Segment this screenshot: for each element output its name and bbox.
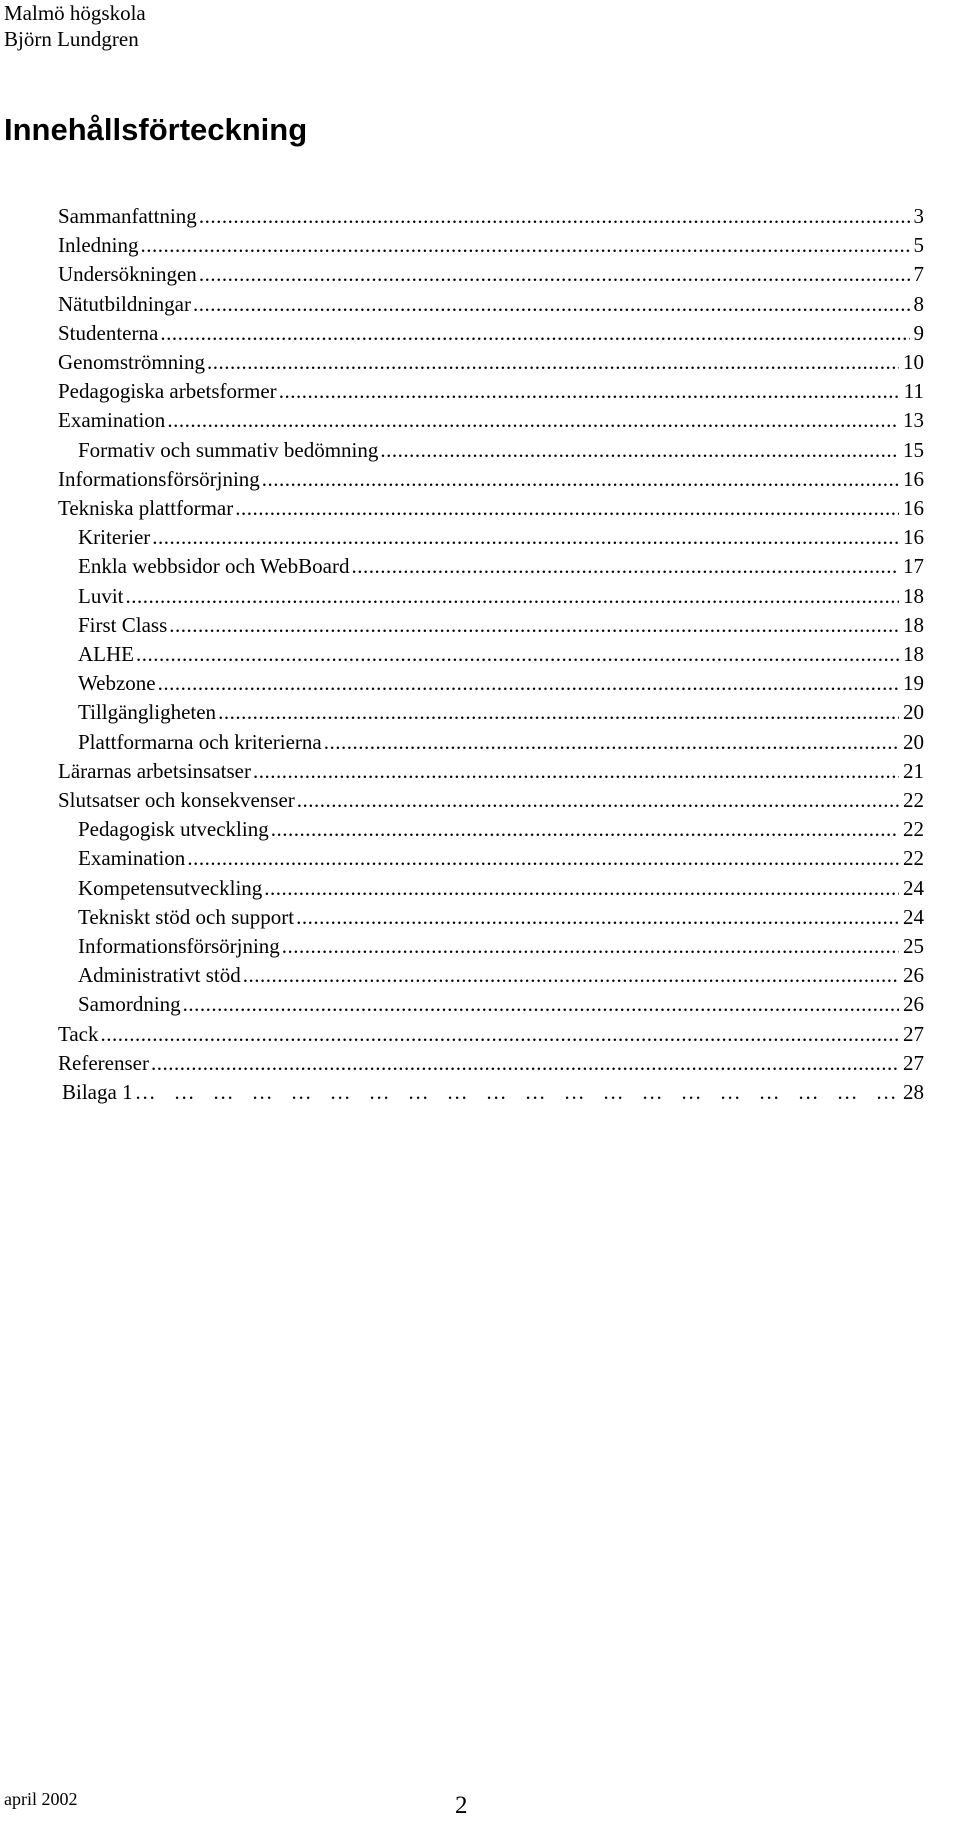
toc-dot-leader — [167, 405, 899, 435]
toc-dot-leader — [262, 464, 899, 494]
toc-entry-label: Formativ och summativ bedömning — [78, 437, 379, 462]
toc-entry[interactable] — [58, 464, 924, 494]
toc-entry-label: Luvit — [78, 583, 124, 608]
toc-entry-page: 10 — [903, 350, 924, 374]
toc-entry[interactable] — [78, 668, 924, 698]
toc-entry[interactable] — [58, 405, 924, 435]
toc-entry[interactable] — [62, 1077, 924, 1107]
toc-dot-leader — [218, 697, 899, 727]
toc-entry[interactable] — [58, 376, 924, 406]
toc-entry-page: 27 — [903, 1050, 924, 1075]
toc-entry-label: Examination — [58, 408, 166, 433]
toc-entry[interactable] — [58, 785, 924, 815]
footer-page-number: 2 — [455, 1792, 468, 1819]
toc-entry[interactable] — [58, 756, 924, 786]
toc-entry[interactable] — [78, 989, 924, 1019]
toc-entry[interactable] — [58, 347, 924, 377]
toc-entry-page: 18 — [903, 612, 924, 637]
toc-entry-page: 21 — [903, 758, 924, 783]
toc-entry[interactable] — [78, 697, 924, 727]
toc-entry-label: Inledning — [58, 233, 139, 258]
toc-entry-page: 17 — [903, 554, 924, 579]
toc-entry-label: Genomströmning — [58, 350, 205, 374]
toc-entry[interactable] — [78, 522, 924, 552]
toc-entry[interactable] — [78, 960, 924, 990]
toc-dot-leader — [199, 201, 910, 231]
toc-entry[interactable] — [78, 551, 924, 581]
toc-entry-page: 22 — [903, 817, 924, 842]
toc-dot-leader — [243, 960, 899, 990]
toc-dot-leader — [264, 873, 899, 903]
toc-entry-page: 19 — [903, 671, 924, 696]
toc-dot-leader — [193, 289, 910, 319]
toc-entry-label: Sammanfattning — [58, 204, 197, 228]
toc-entry-page: 20 — [903, 729, 924, 754]
header-author: Björn Lundgren — [4, 27, 139, 51]
toc-dot-leader — [296, 902, 899, 932]
toc-entry-label: Lärarnas arbetsinsatser — [58, 758, 251, 783]
toc-dot-leader — [151, 1048, 899, 1078]
toc-dot-leader — [235, 493, 899, 523]
toc-dot-leader — [126, 581, 900, 611]
toc-entry-label: Plattformarna och kriterierna — [78, 729, 322, 754]
toc-entry-label: Tillgängligheten — [78, 700, 217, 725]
toc-entry-label: First Class — [78, 612, 168, 637]
toc-entry[interactable] — [78, 610, 924, 640]
toc-entry-page: 24 — [903, 904, 924, 929]
toc-entry[interactable] — [58, 289, 924, 319]
toc-entry-label: Examination — [78, 846, 186, 871]
toc-dot-leader — [271, 814, 899, 844]
toc-entry-page: 26 — [903, 963, 924, 988]
toc-dot-leader — [160, 318, 909, 348]
toc-entry-page: 22 — [903, 846, 924, 871]
toc-entry-page: 7 — [913, 262, 924, 287]
toc-entry[interactable] — [58, 201, 924, 231]
footer-date: april 2002 — [4, 1789, 78, 1809]
toc-dot-leader — [152, 522, 899, 552]
toc-dot-leader — [140, 230, 909, 260]
toc-entry-label: Studenterna — [58, 320, 159, 345]
toc-entry-label: Slutsatser och konsekvenser — [58, 788, 295, 812]
toc-entry-page: 24 — [903, 875, 924, 900]
toc-dot-leader — [297, 785, 899, 815]
toc-entry-page: 9 — [913, 320, 924, 345]
toc-dot-leader — [187, 843, 899, 873]
toc-dot-leader — [282, 931, 899, 961]
toc-entry-page: 16 — [903, 525, 924, 550]
toc-entry-page: 18 — [903, 583, 924, 608]
toc-dot-leader — [101, 1019, 899, 1049]
toc-dot-leader — [351, 551, 899, 581]
toc-entry-page: 13 — [903, 408, 924, 433]
toc-entry-page: 11 — [903, 379, 924, 404]
page-title: Innehållsförteckning — [4, 112, 308, 147]
toc-entry[interactable] — [78, 931, 924, 961]
toc-entry-label: Pedagogisk utveckling — [78, 817, 269, 842]
toc-entry-page: 3 — [913, 204, 924, 228]
toc-dot-leader — [158, 668, 899, 698]
toc-dot-leader — [136, 639, 899, 669]
toc-entry-page: 8 — [913, 291, 924, 316]
toc-entry-label: Informationsförsörjning — [78, 934, 280, 958]
toc-entry-label: Samordning — [78, 992, 181, 1017]
toc-entry[interactable] — [58, 230, 924, 260]
toc-dot-leader — [169, 610, 899, 640]
header-institution: Malmö högskola — [4, 1, 146, 25]
toc-entry[interactable] — [78, 902, 924, 932]
toc-entry-page: 18 — [903, 642, 924, 666]
toc-dot-leader — [253, 756, 899, 786]
toc-entry-label: Pedagogiska arbetsformer — [58, 379, 277, 404]
toc-dot-leader — [380, 435, 899, 465]
toc-entry-label: Kompetensutveckling — [78, 875, 263, 900]
toc-entry-label: Webzone — [78, 671, 156, 696]
toc-entry-page: 16 — [903, 466, 924, 491]
toc-entry-label: Administrativt stöd — [78, 963, 241, 988]
toc-entry[interactable] — [58, 1048, 924, 1078]
toc-entry-label: Kriterier — [78, 525, 151, 550]
toc-entry[interactable] — [78, 727, 924, 757]
toc-entry[interactable] — [58, 259, 924, 289]
toc-entry-page: 28 — [903, 1080, 924, 1104]
toc-entry-label: Undersökningen — [58, 262, 197, 287]
toc-entry[interactable] — [78, 435, 924, 465]
toc-dot-leader — [135, 1077, 899, 1107]
toc-entry-page: 22 — [903, 788, 924, 812]
toc-entry[interactable] — [78, 843, 924, 873]
toc-entry-label: Informationsförsörjning — [58, 466, 260, 491]
toc-entry-label: Enkla webbsidor och WebBoard — [78, 554, 350, 579]
toc-entry-page: 27 — [903, 1021, 924, 1046]
toc-entry[interactable] — [78, 581, 924, 611]
toc-entry[interactable] — [58, 493, 924, 523]
toc-entry-page: 25 — [903, 934, 924, 958]
toc-entry-page: 20 — [903, 700, 924, 725]
toc-entry-page: 26 — [903, 992, 924, 1017]
toc-entry-page: 16 — [903, 496, 924, 520]
toc-dot-leader — [199, 259, 910, 289]
toc-entry-label: Bilaga 1 — [62, 1080, 133, 1104]
toc-entry-label: Tekniska plattformar — [58, 496, 234, 520]
toc-entry-label: ALHE — [78, 642, 134, 666]
toc-entry-page: 5 — [913, 233, 924, 258]
toc-entry-label: Nätutbildningar — [58, 291, 191, 316]
toc-entry-label: Referenser — [58, 1050, 149, 1075]
toc-entry[interactable] — [78, 873, 924, 903]
toc-entry[interactable] — [58, 1019, 924, 1049]
toc-entry-label: Tekniskt stöd och support — [78, 904, 295, 929]
toc-dot-leader — [279, 376, 900, 406]
toc-entry[interactable] — [58, 318, 924, 348]
toc-entry-page: 15 — [903, 437, 924, 462]
toc-entry-label: Tack — [58, 1021, 99, 1046]
toc-dot-leader — [324, 727, 899, 757]
toc-dot-leader — [183, 989, 899, 1019]
document-header — [4, 0, 146, 52]
toc-entry[interactable] — [78, 814, 924, 844]
toc-entry[interactable] — [78, 639, 924, 669]
toc-dot-leader — [207, 347, 899, 377]
